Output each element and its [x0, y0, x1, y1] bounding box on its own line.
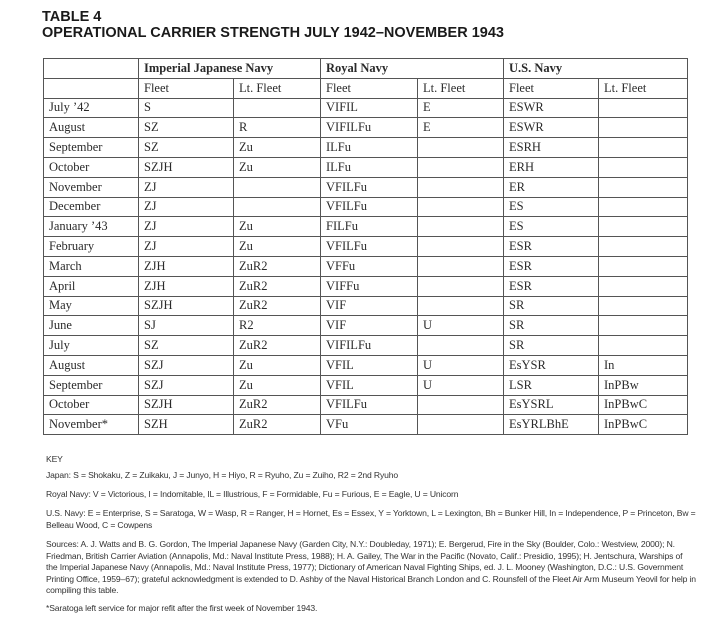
carrier-cell: InPBw — [599, 375, 688, 395]
table-row — [44, 415, 688, 435]
carrier-cell: VFILFu — [321, 395, 418, 415]
carrier-cell: SZJH — [139, 157, 234, 177]
col-header: Lt. Fleet — [418, 78, 504, 98]
month-cell: May — [44, 296, 139, 316]
group-ijn: Imperial Japanese Navy — [139, 59, 321, 79]
carrier-cell: VIFILFu — [321, 118, 418, 138]
carrier-cell — [418, 395, 504, 415]
carrier-cell: R2 — [234, 316, 321, 336]
carrier-cell: VFu — [321, 415, 418, 435]
table-row — [44, 98, 688, 118]
col-header: Fleet — [504, 78, 599, 98]
table-row — [44, 375, 688, 395]
carrier-cell — [418, 157, 504, 177]
month-cell: August — [44, 118, 139, 138]
month-cell: September — [44, 375, 139, 395]
carrier-cell: ZuR2 — [234, 415, 321, 435]
carrier-cell: Zu — [234, 217, 321, 237]
carrier-strength-table — [43, 58, 688, 435]
carrier-cell: SZ — [139, 138, 234, 158]
carrier-cell: ER — [504, 177, 599, 197]
carrier-cell: R — [234, 118, 321, 138]
col-header: Lt. Fleet — [234, 78, 321, 98]
month-cell: October — [44, 395, 139, 415]
month-cell: December — [44, 197, 139, 217]
month-cell: August — [44, 355, 139, 375]
carrier-cell: SZJH — [139, 296, 234, 316]
col-header: Lt. Fleet — [599, 78, 688, 98]
carrier-cell: LSR — [504, 375, 599, 395]
table-row — [44, 138, 688, 158]
carrier-cell: ESR — [504, 276, 599, 296]
carrier-cell — [599, 296, 688, 316]
carrier-cell: VIFFu — [321, 276, 418, 296]
carrier-cell: U — [418, 355, 504, 375]
carrier-cell: ZuR2 — [234, 395, 321, 415]
carrier-cell: SR — [504, 336, 599, 356]
carrier-cell: FILFu — [321, 217, 418, 237]
carrier-cell: VIF — [321, 316, 418, 336]
key-us-navy: U.S. Navy: E = Enterprise, S = Saratoga, W = Wasp, R = Ranger, H = Hornet, Es = Essex, Y = Yorktown, L = Lexington, Bh = Bunker Hill, In = Independence, P = Princeton, Bw = Belleau Wood, C = Cowpens — [46, 508, 696, 530]
carrier-cell — [599, 217, 688, 237]
carrier-cell: ESR — [504, 237, 599, 257]
carrier-cell: ESRH — [504, 138, 599, 158]
carrier-cell — [234, 197, 321, 217]
month-cell: July ’42 — [44, 98, 139, 118]
carrier-cell: SR — [504, 296, 599, 316]
carrier-cell: EsYRLBhE — [504, 415, 599, 435]
table-row — [44, 157, 688, 177]
carrier-cell: ILFu — [321, 138, 418, 158]
sub-header-row — [44, 78, 688, 98]
carrier-cell: SR — [504, 316, 599, 336]
carrier-cell: VFILFu — [321, 177, 418, 197]
carrier-cell — [599, 316, 688, 336]
key-heading: KEY — [46, 454, 63, 464]
carrier-cell: VIF — [321, 296, 418, 316]
carrier-cell — [418, 276, 504, 296]
key-japan: Japan: S = Shokaku, Z = Zuikaku, J = Junyo, H = Hiyo, R = Ryuho, Zu = Zuiho, R2 = 2nd Ryuho — [46, 470, 399, 480]
carrier-cell: Zu — [234, 157, 321, 177]
month-cell: October — [44, 157, 139, 177]
carrier-cell: SZ — [139, 336, 234, 356]
group-rn: Royal Navy — [321, 59, 504, 79]
table-row — [44, 395, 688, 415]
key-royal-navy: Royal Navy: V = Victorious, I = Indomitable, IL = Illustrious, F = Formidable, Fu = Furious, E = Eagle, U = Unicorn — [46, 489, 459, 499]
carrier-cell: VFIL — [321, 355, 418, 375]
carrier-cell — [418, 336, 504, 356]
carrier-cell: Zu — [234, 375, 321, 395]
table-row — [44, 296, 688, 316]
carrier-cell: Zu — [234, 138, 321, 158]
table-row — [44, 276, 688, 296]
carrier-cell — [418, 415, 504, 435]
carrier-cell: VFFu — [321, 256, 418, 276]
carrier-cell: ERH — [504, 157, 599, 177]
carrier-cell: ZJ — [139, 197, 234, 217]
carrier-cell: In — [599, 355, 688, 375]
carrier-cell: VFILFu — [321, 237, 418, 257]
carrier-cell: ILFu — [321, 157, 418, 177]
carrier-cell — [418, 296, 504, 316]
carrier-cell — [599, 177, 688, 197]
carrier-cell: ESWR — [504, 98, 599, 118]
carrier-cell: SZJH — [139, 395, 234, 415]
carrier-cell: ESR — [504, 256, 599, 276]
carrier-cell: E — [418, 98, 504, 118]
carrier-cell: ZuR2 — [234, 256, 321, 276]
carrier-cell: E — [418, 118, 504, 138]
carrier-cell: SZ — [139, 118, 234, 138]
carrier-cell: SZJ — [139, 375, 234, 395]
carrier-cell — [599, 157, 688, 177]
carrier-cell — [599, 98, 688, 118]
carrier-cell: ES — [504, 197, 599, 217]
group-usn: U.S. Navy — [504, 59, 688, 79]
table-row — [44, 118, 688, 138]
group-header-row — [44, 59, 688, 79]
table-row — [44, 355, 688, 375]
carrier-cell: InPBwC — [599, 415, 688, 435]
table-row — [44, 237, 688, 257]
carrier-cell: ZuR2 — [234, 296, 321, 316]
carrier-cell: ZJH — [139, 256, 234, 276]
col-header: Fleet — [321, 78, 418, 98]
carrier-cell — [418, 138, 504, 158]
month-cell: November* — [44, 415, 139, 435]
footnote: *Saratoga left service for major refit after the first week of November 1943. — [46, 603, 318, 613]
table-row — [44, 217, 688, 237]
carrier-cell: EsYSR — [504, 355, 599, 375]
carrier-cell — [599, 118, 688, 138]
carrier-cell — [418, 177, 504, 197]
carrier-cell — [599, 336, 688, 356]
carrier-cell: ZJH — [139, 276, 234, 296]
carrier-cell — [599, 197, 688, 217]
table-title — [42, 9, 504, 41]
carrier-cell: U — [418, 316, 504, 336]
carrier-cell: ZuR2 — [234, 336, 321, 356]
month-cell: February — [44, 237, 139, 257]
carrier-cell: ZJ — [139, 237, 234, 257]
carrier-cell — [599, 138, 688, 158]
col-header: Fleet — [139, 78, 234, 98]
table-row — [44, 316, 688, 336]
carrier-cell: SZH — [139, 415, 234, 435]
month-cell: September — [44, 138, 139, 158]
carrier-cell — [599, 276, 688, 296]
carrier-cell: VFIL — [321, 375, 418, 395]
table-row — [44, 197, 688, 217]
month-cell: March — [44, 256, 139, 276]
table-caption: OPERATIONAL CARRIER STRENGTH JULY 1942–NOVEMBER 1943 — [42, 25, 504, 41]
table-row — [44, 336, 688, 356]
carrier-cell: S — [139, 98, 234, 118]
carrier-cell: ZJ — [139, 177, 234, 197]
carrier-cell: ESWR — [504, 118, 599, 138]
sources: Sources: A. J. Watts and B. G. Gordon, The Imperial Japanese Navy (Garden City, N.Y.: Doubleday, 1971); E. Bergerud, Fire in the Sky (Boulder, Colo.: Westview, 2000); N. Friedman, British Carrier Aviation (Annapolis, Md.: Naval Institute Press, 1988); H. A. Gailey, The War in the Pacific (Novato, Calif.: Presidio, 1995); H. Jentschura, Warships of the Imperial Japanese Navy (Annapolis, Md.: Naval Institute Press, 1977); Dictionary of American Naval Fighting Ships, ed. J. L. Mooney (Washington, D.C.: U.S. Government Printing Office, 1959–67); grateful acknowledgment is extended to D. Ashby of the Naval Historical Branch London and C. Rounsfell of the Fleet Air Arm Museum Yeovil for help in compiling this table. — [46, 539, 696, 595]
carrier-cell: ES — [504, 217, 599, 237]
carrier-cell — [418, 197, 504, 217]
carrier-cell — [418, 256, 504, 276]
month-cell: July — [44, 336, 139, 356]
carrier-cell: ZJ — [139, 217, 234, 237]
carrier-cell — [599, 256, 688, 276]
table-number: TABLE 4 — [42, 9, 102, 25]
month-cell: April — [44, 276, 139, 296]
carrier-cell — [599, 237, 688, 257]
carrier-cell: Zu — [234, 355, 321, 375]
carrier-cell — [234, 98, 321, 118]
carrier-cell: SZJ — [139, 355, 234, 375]
carrier-cell — [234, 177, 321, 197]
carrier-cell — [418, 217, 504, 237]
carrier-cell: SJ — [139, 316, 234, 336]
carrier-cell — [418, 237, 504, 257]
month-cell: June — [44, 316, 139, 336]
month-cell: January ’43 — [44, 217, 139, 237]
table-row — [44, 177, 688, 197]
carrier-cell: U — [418, 375, 504, 395]
carrier-cell: VFILFu — [321, 197, 418, 217]
month-cell: November — [44, 177, 139, 197]
carrier-cell: VIFILFu — [321, 336, 418, 356]
carrier-cell: InPBwC — [599, 395, 688, 415]
carrier-cell: ZuR2 — [234, 276, 321, 296]
carrier-cell: Zu — [234, 237, 321, 257]
carrier-cell: VIFIL — [321, 98, 418, 118]
table-row — [44, 256, 688, 276]
carrier-cell: EsYSRL — [504, 395, 599, 415]
